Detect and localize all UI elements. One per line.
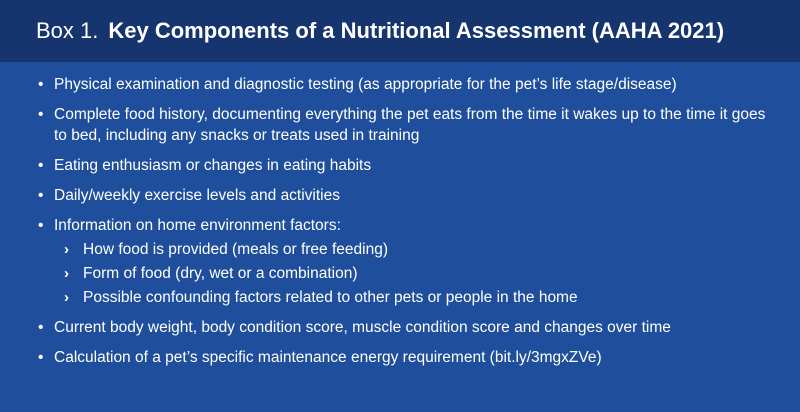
chevron-right-icon: ›	[64, 289, 69, 306]
list-item-text: Current body weight, body condition score, muscle condition score and changes over time	[54, 319, 671, 336]
sublist-item	[64, 263, 776, 284]
bullet-icon: •	[38, 319, 44, 336]
list-item	[38, 347, 776, 368]
box-title: Key Components of a Nutritional Assessment (AAHA 2021)	[108, 18, 725, 43]
sublist-item-text: Possible confounding factors related to other pets or people in the home	[83, 289, 578, 306]
list-item-text: Physical examination and diagnostic testing (as appropriate for the pet’s life stage/disease)	[54, 76, 677, 93]
home-environment-sublist	[54, 239, 776, 308]
list-item-home-environment	[38, 215, 776, 308]
list-item	[38, 317, 776, 338]
list-item-text: Information on home environment factors:	[54, 217, 341, 234]
sublist-item	[64, 239, 776, 260]
box-header	[0, 0, 800, 62]
list-item-text: Daily/weekly exercise levels and activities	[54, 187, 341, 204]
sublist-item	[64, 287, 776, 308]
list-item	[38, 155, 776, 176]
list-item-text: Calculation of a pet’s specific maintenance energy requirement (bit.ly/3mgxZVe)	[54, 349, 602, 366]
list-item-text: Eating enthusiasm or changes in eating habits	[54, 157, 372, 174]
list-item	[38, 185, 776, 206]
bullet-icon: •	[38, 187, 44, 204]
chevron-right-icon: ›	[64, 265, 69, 282]
sublist-item-text: How food is provided (meals or free feeding)	[83, 241, 388, 258]
bullet-icon: •	[38, 157, 44, 174]
list-item	[38, 74, 776, 95]
list-item-text: Complete food history, documenting everything the pet eats from the time it wakes up to the time it goes to bed, including any snacks or treats used in training	[54, 106, 766, 144]
bullet-icon: •	[38, 217, 44, 234]
chevron-right-icon: ›	[64, 241, 69, 258]
sublist-item-text: Form of food (dry, wet or a combination)	[83, 265, 358, 282]
components-list	[0, 62, 800, 368]
bullet-icon: •	[38, 349, 44, 366]
bullet-icon: •	[38, 76, 44, 93]
box-label: Box 1.	[36, 18, 99, 43]
list-item	[38, 104, 776, 146]
bullet-icon: •	[38, 106, 44, 123]
